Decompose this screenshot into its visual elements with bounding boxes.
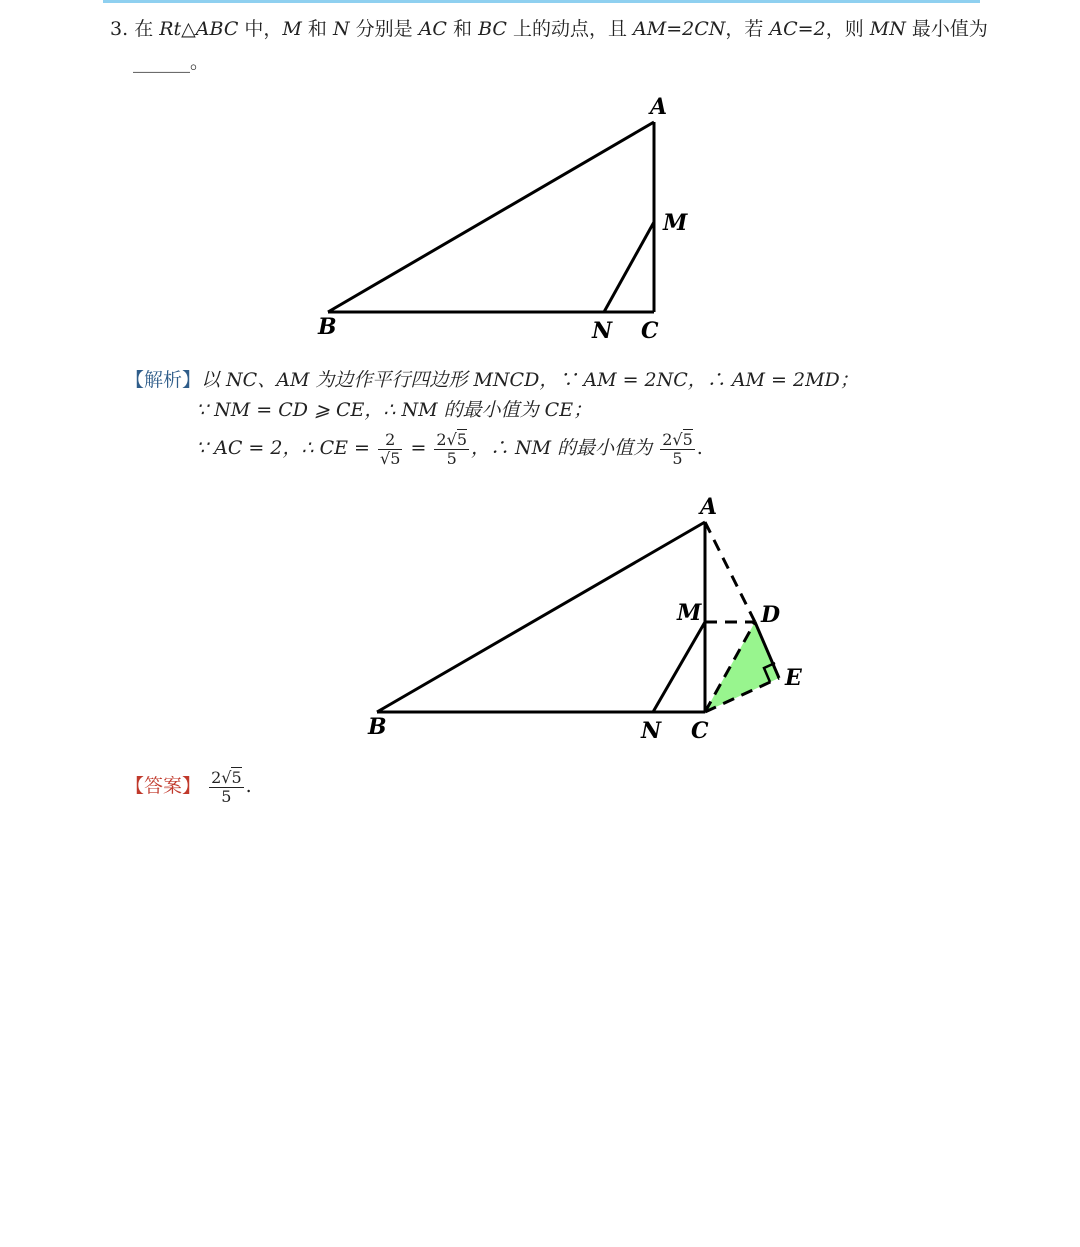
- fraction-2-over-root5: [378, 431, 402, 468]
- equals: =: [410, 437, 427, 459]
- text: 在: [134, 18, 160, 40]
- fraction-answer-inline: [660, 431, 695, 468]
- coefficient: 2: [662, 429, 673, 449]
- radicand: 5: [682, 429, 693, 449]
- answer-tag: 【答案】: [125, 775, 202, 797]
- denominator: 5: [446, 448, 457, 468]
- analysis-text: ∵ AC = 2，∴ CE =: [196, 437, 370, 459]
- analysis-line-1: [125, 368, 859, 392]
- label-M-2: M: [677, 600, 702, 626]
- numerator: 2√5: [662, 429, 693, 449]
- math-text: BC: [478, 18, 507, 40]
- label-D-2: D: [761, 602, 781, 628]
- denominator: 5: [221, 786, 232, 806]
- label-E-2: E: [785, 665, 802, 691]
- math-text: M: [282, 18, 302, 40]
- radicand: 5: [456, 429, 467, 449]
- radicand: 5: [231, 767, 242, 787]
- label-N-2: N: [641, 718, 662, 744]
- label-M: M: [663, 210, 688, 236]
- text: ，若: [725, 18, 770, 40]
- answer-fraction: [209, 769, 244, 806]
- label-A-2: A: [700, 494, 718, 520]
- denominator: 5: [672, 448, 683, 468]
- denominator: √5: [380, 448, 401, 468]
- period: .: [245, 775, 252, 797]
- analysis-line-2: [196, 398, 592, 422]
- text: ，则: [825, 18, 870, 40]
- segment-NM-2: [653, 622, 705, 712]
- period: .: [696, 437, 703, 459]
- segment-NM: [604, 222, 654, 312]
- analysis-text: ，∴ NM 的最小值为: [471, 437, 653, 459]
- text: 。: [190, 51, 210, 73]
- math-text: AC=2: [769, 18, 826, 40]
- label-A: A: [650, 94, 668, 120]
- coefficient: 2: [211, 767, 222, 787]
- numerator: 2: [378, 431, 402, 450]
- fraction-2root5-over-5: [434, 431, 469, 468]
- text: 中，: [238, 18, 283, 40]
- math-text: AC: [418, 18, 447, 40]
- segment-AB-2: [377, 522, 705, 712]
- text: 和: [446, 18, 479, 40]
- label-N: N: [592, 318, 613, 344]
- answer-blank: ______: [133, 51, 190, 73]
- text: 和: [301, 18, 333, 40]
- label-C: C: [641, 318, 659, 344]
- math-text: AM=2CN: [633, 18, 726, 40]
- analysis-text: 以 NC、AM 为边作平行四边形 MNCD，∵ AM = 2NC，∴ AM = 2MD；: [201, 369, 859, 391]
- text: 分别是: [349, 18, 419, 40]
- math-text: Rt△ABC: [159, 18, 239, 40]
- label-B: B: [318, 314, 337, 340]
- segment-AD-dashed: [705, 522, 755, 622]
- text: 上的动点，且: [506, 18, 634, 40]
- numerator: 2√5: [436, 429, 467, 449]
- analysis-text: ∵ NM = CD ⩾ CE，∴ NM 的最小值为 CE；: [196, 399, 593, 421]
- label-C-2: C: [691, 718, 709, 744]
- math-text: N: [332, 18, 350, 40]
- label-B-2: B: [368, 714, 387, 740]
- numerator: 2√5: [211, 767, 242, 787]
- coefficient: 2: [436, 429, 447, 449]
- problem-number: 3.: [110, 18, 129, 40]
- math-text: MN: [869, 18, 906, 40]
- segment-AB: [328, 122, 654, 312]
- text: 最小值为: [905, 18, 988, 40]
- analysis-tag: 【解析】: [125, 369, 202, 391]
- answer-line: [125, 764, 252, 808]
- analysis-line-3: [196, 426, 703, 470]
